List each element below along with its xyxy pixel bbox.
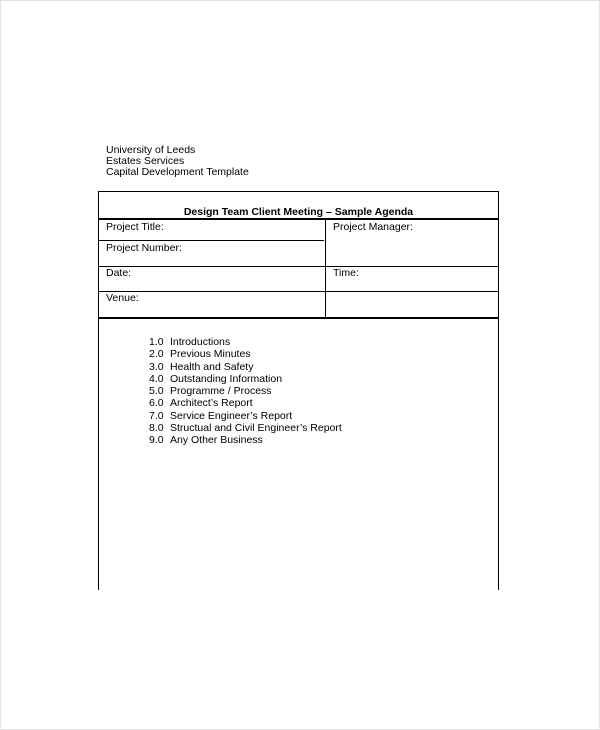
item-text: Health and Safety [170,360,254,373]
list-item [149,434,342,446]
item-text: Introductions [170,336,231,348]
item-text: Architect’s Report [170,397,253,410]
row-divider [99,291,498,292]
row-divider [99,266,498,267]
row-divider-left [99,240,324,241]
list-item [149,348,342,360]
document-header [106,145,249,178]
list-item [149,410,342,422]
item-number: 4.0 [149,372,164,385]
template-name: Capital Development Template [106,166,249,178]
title-divider [99,218,498,220]
project-manager-label: Project Manager: [333,221,413,233]
column-divider [325,219,326,317]
item-text: Programme / Process [170,385,272,398]
venue-label: Venue: [106,292,139,304]
department-name: Estates Services [106,155,185,167]
project-number-label: Project Number: [106,242,182,254]
item-number: 2.0 [149,348,164,361]
agenda-list [149,336,342,447]
item-text: Outstanding Information [170,372,283,385]
date-label: Date: [106,267,132,279]
organization-name: University of Leeds [106,144,196,156]
item-text: Service Engineer’s Report [170,409,293,422]
table-title: Design Team Client Meeting – Sample Agenda [183,206,414,218]
list-item [149,361,342,373]
item-text: Structual and Civil Engineer’s Report [170,422,342,435]
item-number: 6.0 [149,397,164,410]
list-item [149,336,342,348]
item-number: 1.0 [149,336,164,348]
list-item [149,373,342,385]
item-number: 7.0 [149,409,164,422]
list-item [149,385,342,397]
info-section-divider [99,317,498,319]
time-label: Time: [333,267,359,279]
agenda-table [98,191,499,590]
item-text: Previous Minutes [170,348,251,361]
item-text: Any Other Business [170,434,263,447]
project-title-label: Project Title: [106,221,164,233]
list-item [149,397,342,409]
item-number: 3.0 [149,360,164,373]
item-number: 9.0 [149,434,164,447]
list-item [149,422,342,434]
item-number: 5.0 [149,385,164,398]
item-number: 8.0 [149,422,164,435]
